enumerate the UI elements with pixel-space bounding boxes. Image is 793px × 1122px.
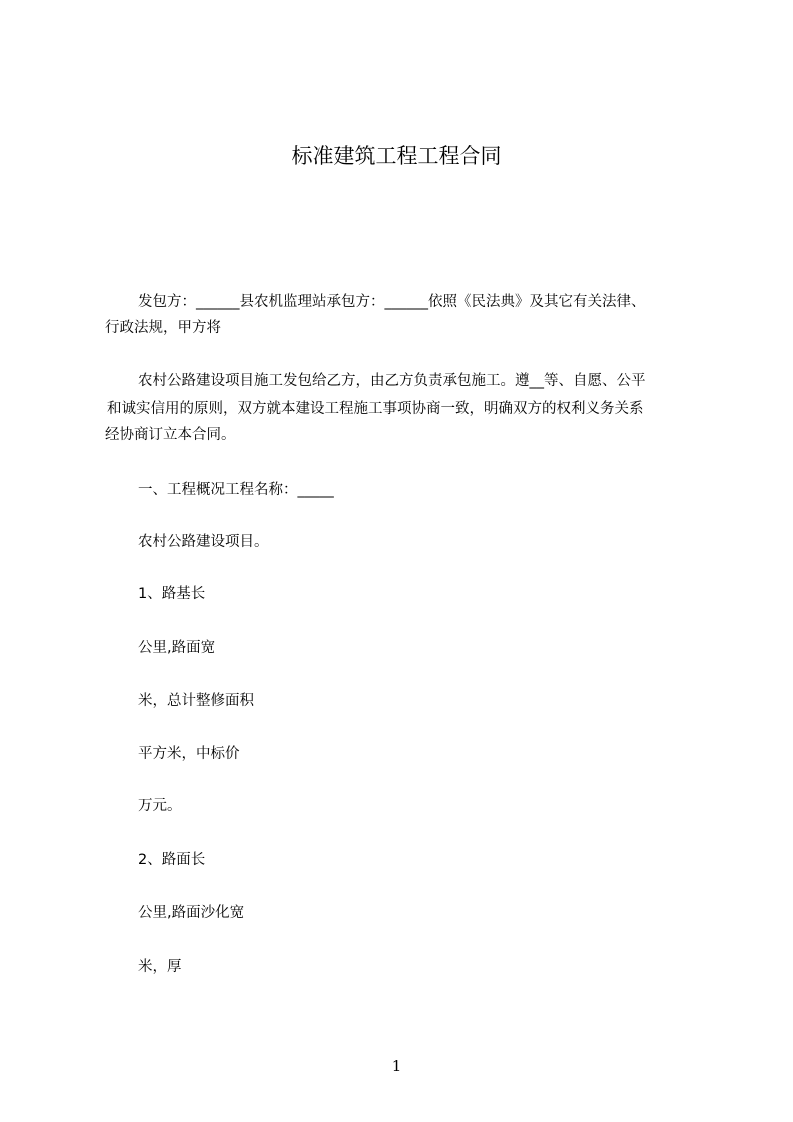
paragraph-line: 和诚实信用的原则，双方就本建设工程施工事项协商一致，明确双方的权利义务关系 <box>107 401 644 417</box>
paragraph-line: 米，总计整修面积 <box>138 693 254 709</box>
paragraph-line: 米，厚 <box>138 959 182 975</box>
list-item: 2、路面长 <box>138 852 206 868</box>
paragraph-line: 农村公路建设项目。 <box>138 534 269 550</box>
paragraph-line: 平方米，中标价 <box>138 746 240 762</box>
page-number: 1 <box>391 1057 402 1075</box>
section-heading: 一、工程概况工程名称：_____ <box>138 482 334 498</box>
paragraph-line: 发包方：______县农机监理站承包方：______依照《民法典》及其它有关法律、 <box>138 294 646 310</box>
paragraph-line: 公里,路面宽 <box>138 640 216 656</box>
paragraph-line: 经协商订立本合同。 <box>105 427 236 443</box>
paragraph-line: 公里,路面沙化宽 <box>138 905 245 921</box>
list-item: 1、路基长 <box>138 586 206 602</box>
paragraph-line: 行政法规，甲方将 <box>105 320 221 336</box>
document-title: 标准建筑工程工程合同 <box>291 144 502 168</box>
paragraph-line: 农村公路建设项目施工发包给乙方，由乙方负责承包施工。遵__等、自愿、公平 <box>138 373 646 389</box>
paragraph-line: 万元。 <box>138 798 182 814</box>
